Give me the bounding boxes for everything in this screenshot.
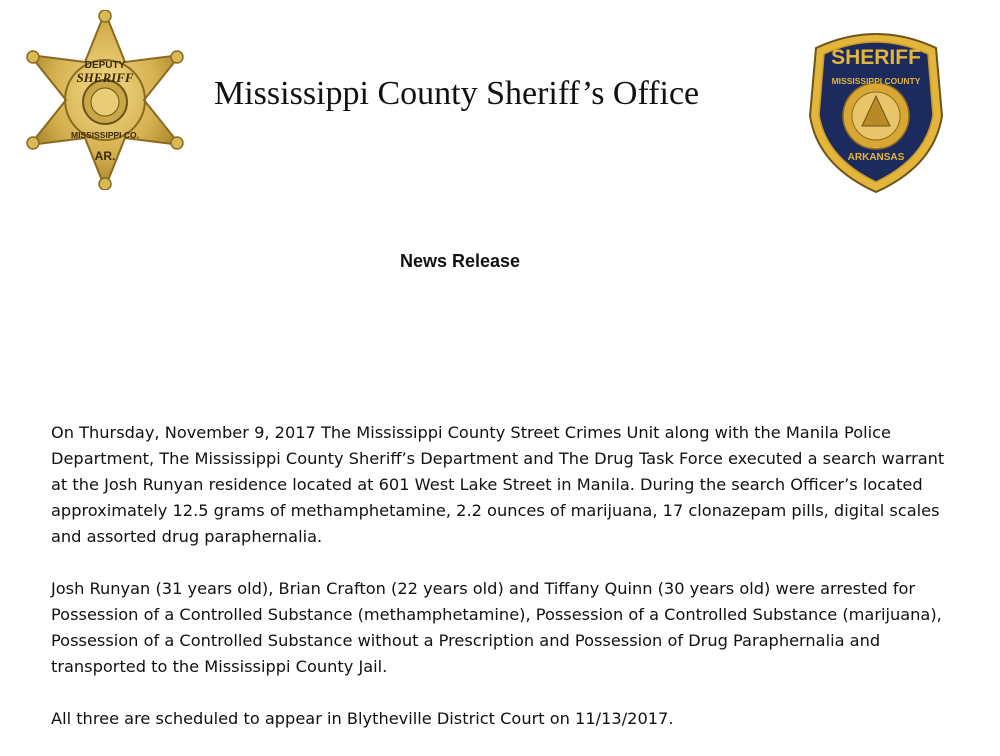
release-paragraph: Josh Runyan (31 years old), Brian Crafton (22 years old) and Tiffany Quinn (30 years old) were arrested for Possession of a Controlled Substance (methamphetamine), Possession of a Controlled Substance (marijuana), Possession of a Controlled Substance without a Prescription and Possession of Drug Paraphernalia and transported to the Mississippi County Jail.: [51, 579, 942, 676]
patch-text-sheriff: SHERIFF: [831, 46, 921, 69]
patch-text-county: MISSISSIPPI COUNTY: [831, 76, 921, 86]
page-title: Mississippi County Sheriff’s Office: [214, 75, 700, 112]
release-body: [51, 420, 951, 732]
badge-text-state: AR.: [94, 149, 116, 163]
deputy-sheriff-star-badge: [22, 10, 188, 190]
release-paragraph: All three are scheduled to appear in Blytheville District Court on 11/13/2017.: [51, 709, 674, 728]
patch-text-state: ARKANSAS: [847, 152, 905, 163]
news-release-label: News Release: [399, 251, 521, 271]
badge-text-county: MISSISSIPPI CO.: [70, 130, 140, 140]
sheriff-patch-emblem: [804, 26, 948, 194]
badge-text-deputy: DEPUTY: [84, 60, 126, 71]
badge-text-sheriff: SHERIFF: [76, 70, 134, 85]
release-paragraph: On Thursday, November 9, 2017 The Mississippi County Street Crimes Unit along with the Manila Police Department, The Mississippi County Sheriff’s Department and The Drug Task Force executed a search warrant at the Josh Runyan residence located at 601 West Lake Street in Manila. During the search Officer’s located approximately 12.5 grams of methamphetamine, 2.2 ounces of marijuana, 17 clonazepam pills, digital scales and assorted drug paraphernalia.: [51, 423, 945, 546]
